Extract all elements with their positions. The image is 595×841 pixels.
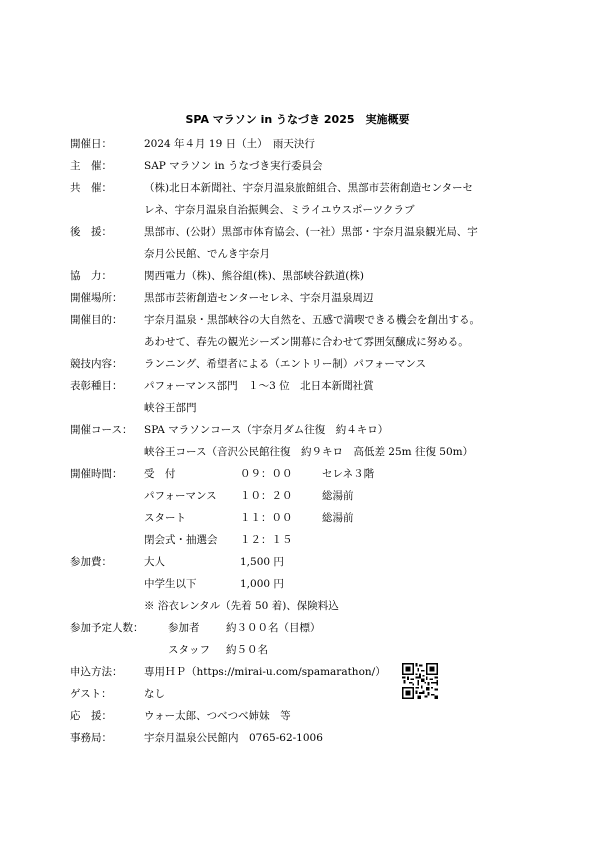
schedule-item — [144, 529, 540, 551]
value-application: 専用ＨＰ（https://mirai-u.com/spamarathon/） — [144, 666, 386, 678]
label-participants: 参加予定人数： — [70, 622, 144, 634]
schedule-name: パフォーマンス — [144, 490, 217, 502]
label-course: 開催コース： — [70, 424, 133, 436]
value-cohost-line1: （株)北日本新聞社、宇奈月温泉旅館組合、黒部市芸術創造センターセ — [144, 182, 473, 194]
row-office — [70, 727, 540, 749]
value-awards-line1: パフォーマンス部門 １～3 位 北日本新聞社賞 — [144, 380, 374, 392]
participant-count: 約５０名 — [226, 644, 268, 656]
row-date — [70, 133, 540, 155]
label-venue: 開催場所： — [70, 292, 123, 304]
value-venue: 黒部市芸術創造センターセレネ、宇奈月温泉周辺 — [144, 292, 374, 304]
schedule-item — [144, 507, 540, 529]
schedule-item — [144, 485, 540, 507]
schedule-time: １１：００ — [240, 512, 293, 524]
fee-item — [144, 573, 540, 595]
qr-code-icon[interactable] — [402, 663, 438, 699]
row-fees — [70, 551, 540, 617]
schedule-place: 総湯前 — [322, 512, 354, 524]
row-schedule — [70, 463, 540, 551]
participant-name: 参加者 — [168, 622, 200, 634]
label-organizer: 主 催： — [70, 160, 112, 172]
label-application: 申込方法： — [70, 666, 123, 678]
schedule-place: 総湯前 — [322, 490, 354, 502]
row-cohost — [70, 177, 540, 221]
schedule-name: 受 付 — [144, 468, 176, 480]
label-fees: 参加費： — [70, 556, 112, 568]
label-support: 後 援： — [70, 226, 112, 238]
row-participants — [70, 617, 540, 661]
label-office: 事務局： — [70, 732, 112, 744]
label-cohost: 共 催： — [70, 182, 112, 194]
value-cohost-line2: レネ、宇奈月温泉自治振興会、ミライユウスポーツクラブ — [144, 204, 415, 216]
label-cooperation: 協 力： — [70, 270, 112, 282]
value-cheer: ウォー太郎、つべつべ姉妹 等 — [144, 710, 291, 722]
fee-name: 大人 — [144, 556, 165, 568]
row-venue — [70, 287, 540, 309]
summary-list — [70, 133, 540, 749]
label-cheer: 応 援： — [70, 710, 112, 722]
value-awards-line2: 峡谷王部門 — [144, 402, 197, 414]
participant-item — [168, 639, 540, 661]
participant-item — [168, 617, 540, 639]
schedule-name: 閉会式・抽選会 — [144, 534, 218, 546]
value-date: 2024 年４月 19 日（土） 雨天決行 — [144, 138, 315, 150]
row-cheer — [70, 705, 540, 727]
value-course-line1: SPA マラソンコース（宇奈月ダム往復 約４キロ） — [144, 424, 389, 436]
fee-item — [144, 551, 540, 573]
row-purpose — [70, 309, 540, 353]
schedule-name: スタート — [144, 512, 186, 524]
value-support-line1: 黒部市、(公財）黒部市体育協会、(一社）黒部・宇奈月温泉観光局、宇 — [144, 226, 478, 238]
value-guest: なし — [144, 688, 165, 700]
fee-name: 中学生以下 — [144, 578, 197, 590]
fee-note: ※ 浴衣レンタル（先着 50 着)、保険料込 — [144, 600, 339, 612]
value-support-line2: 奈月公民館、でんき宇奈月 — [144, 248, 270, 260]
value-purpose-line2: あわせて、春先の観光シーズン開幕に合わせて雰囲気醸成に努める。 — [144, 336, 469, 348]
value-office: 宇奈月温泉公民館内 0765-62-1006 — [144, 732, 323, 744]
schedule-time: １２：１５ — [240, 534, 293, 546]
row-awards — [70, 375, 540, 419]
fee-price: 1,500 円 — [240, 556, 284, 568]
value-cooperation: 関西電力（株)、熊谷組(株)、黒部峡谷鉄道(株) — [144, 270, 364, 282]
participant-count: 約３００名（目標） — [226, 622, 321, 634]
label-guest: ゲスト： — [70, 688, 112, 700]
schedule-time: ０９：００ — [240, 468, 293, 480]
value-events: ランニング、希望者による（エントリー制）パフォーマンス — [144, 358, 427, 370]
value-purpose-line1: 宇奈月温泉・黒部峡谷の大自然を、五感で満喫できる機会を創出する。 — [144, 314, 480, 326]
value-course-line2: 峡谷王コース（音沢公民館往復 約９キロ 高低差 25m 往復 50m） — [144, 446, 474, 458]
label-events: 競技内容： — [70, 358, 123, 370]
page-title: SPA マラソン in うなづき 2025 実施概要 — [185, 113, 410, 126]
value-organizer: SAP マラソン in うなづき実行委員会 — [144, 160, 323, 172]
participant-name: スタッフ — [168, 644, 210, 656]
row-support — [70, 221, 540, 265]
row-guest — [70, 683, 540, 705]
row-course — [70, 419, 540, 463]
label-schedule: 開催時間： — [70, 468, 123, 480]
schedule-item — [144, 463, 540, 485]
label-awards: 表彰種目： — [70, 380, 123, 392]
row-cooperation — [70, 265, 540, 287]
row-organizer — [70, 155, 540, 177]
fee-price: 1,000 円 — [240, 578, 284, 590]
label-date: 開催日： — [70, 138, 112, 150]
schedule-time: １０：２０ — [240, 490, 293, 502]
schedule-place: セレネ３階 — [322, 468, 375, 480]
row-application — [70, 661, 540, 683]
label-purpose: 開催目的： — [70, 314, 123, 326]
row-events — [70, 353, 540, 375]
